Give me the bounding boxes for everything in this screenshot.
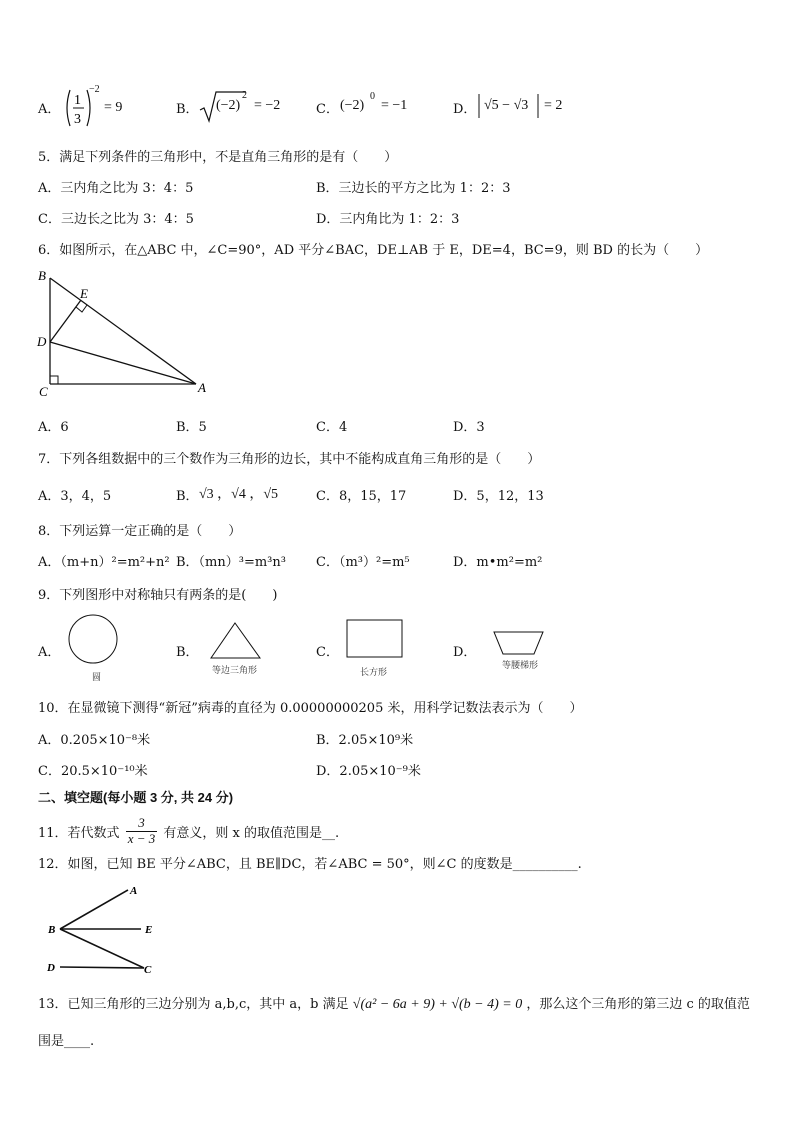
q8-option-a: A．（m+n）²=m²+n²: [38, 555, 170, 570]
q11-denominator: x − 3: [127, 830, 156, 846]
q7-option-a: A．3，4，5: [38, 489, 112, 504]
q6-label-c: C: [39, 384, 48, 399]
q4-a-exponent: −2: [89, 84, 100, 95]
q6-label-a: A: [198, 380, 206, 395]
q5-option-b: B．三边长的平方之比为 1：2：3: [316, 181, 511, 196]
q12-label-d: D: [47, 962, 55, 974]
q6-option-d: D．3: [453, 420, 485, 435]
q10-option-a: A．0.205×10⁻⁸米: [38, 733, 151, 748]
q8-option-d: D．m•m²=m²: [453, 555, 543, 570]
q5-option-a: A．三内角之比为 3：4：5: [38, 181, 194, 196]
q13-line2: 围是____.: [38, 1034, 95, 1049]
q6-label-e: E: [80, 286, 88, 301]
q9-triangle-caption: 等边三角形: [212, 666, 258, 676]
q4-option-c-label: C．: [316, 102, 339, 117]
q9-circle-shape: [66, 614, 122, 664]
q10-option-c: C．20.5×10⁻¹⁰米: [38, 764, 148, 779]
q8-option-b: B．（mn）³=m³n³: [176, 555, 286, 570]
q9-triangle-shape: [208, 620, 264, 662]
q7-option-b-label: B．: [176, 489, 199, 504]
q10-stem: 10．在显微镜下测得“新冠”病毒的直径为 0.00000000205 米，用科学记数法表示为（ ）: [38, 701, 583, 716]
q4-b-exponent: 2: [242, 90, 247, 101]
q9-option-a: A．: [38, 645, 61, 660]
q7-option-b: √3 ，√4 ，√5: [199, 487, 279, 502]
q5-option-c: C．三边长之比为 3：4：5: [38, 212, 194, 227]
q12-label-b: B: [48, 924, 56, 936]
q7-stem: 7．下列各组数据中的三个数作为三角形的边长，其中不能构成直角三角形的是（ ）: [38, 452, 541, 467]
q9-circle-caption: 圆: [92, 673, 102, 683]
q12-stem: 12．如图，已知 BE 平分∠ABC，且 BE∥DC，若∠ABC = 50°，则∠C 的度数是__________.: [38, 857, 582, 872]
q12-angle-figure: [40, 880, 170, 980]
q9-option-b: B．: [176, 645, 199, 660]
q6-option-a: A．6: [38, 420, 69, 435]
q8-stem: 8．下列运算一定正确的是（ ）: [38, 524, 242, 539]
q11-prefix: 11．若代数式: [38, 825, 120, 841]
q4-option-b-label: B．: [176, 102, 199, 117]
q6-triangle-figure: [34, 268, 214, 402]
q4-c-base: (−2): [340, 98, 365, 113]
q6-stem: 6．如图所示，在△ABC 中，∠C=90°，AD 平分∠BAC，DE⊥AB 于 E，DE=4，BC=9，则 BD 的长为（ ）: [38, 243, 709, 258]
q6-option-c: C．4: [316, 420, 348, 435]
svg-text:3: 3: [74, 112, 81, 127]
q4-d-rhs: = 2: [544, 98, 563, 113]
q9-option-c: C．: [316, 645, 339, 660]
q6-option-b: B．5: [176, 420, 207, 435]
q9-trapezoid-caption: 等腰梯形: [502, 661, 539, 671]
q8-option-c: C．（m³）²=m⁵: [316, 555, 410, 570]
q4-d-inner: √5 − √3: [484, 98, 529, 113]
q9-rectangle-shape: [345, 618, 405, 660]
q7-option-d: D．5，12，13: [453, 489, 544, 504]
q4-option-a: [38, 98, 60, 117]
q4-c-exponent: 0: [370, 91, 375, 102]
q4-b-inner: (−2): [216, 98, 241, 113]
q5-stem: 5．满足下列条件的三角形中，不是直角三角形的是有（ ）: [38, 150, 398, 165]
q11-line: [38, 815, 340, 849]
q11-numerator: 3: [126, 816, 158, 832]
q9-stem: 9．下列图形中对称轴只有两条的是( ): [38, 588, 278, 603]
q4-option-d-label: D．: [453, 102, 477, 117]
q10-option-b: B．2.05×10⁹米: [316, 733, 414, 748]
svg-text:1: 1: [74, 93, 81, 108]
q7-option-c: C．8，15，17: [316, 489, 407, 504]
q13-line1: [38, 993, 750, 1013]
q6-label-b: B: [38, 268, 46, 283]
q5-option-d: D．三内角比为 1：2：3: [316, 212, 460, 227]
q10-option-d: D．2.05×10⁻⁹米: [316, 764, 421, 779]
q12-label-e: E: [145, 924, 153, 936]
q4-a-rhs: = 9: [104, 100, 123, 115]
section-heading-fill-in: 二、填空题(每小题 3 分, 共 24 分): [38, 790, 234, 805]
q11-fraction: [126, 816, 158, 847]
q9-trapezoid-shape: [492, 630, 546, 658]
q13-suffix: ，那么这个三角形的第三边 c 的取值范: [526, 997, 750, 1012]
q4-c-rhs: = −1: [381, 98, 408, 113]
q9-rectangle-caption: 长方形: [360, 668, 388, 678]
q13-expression: √(a² − 6a + 9) + √(b − 4) = 0: [352, 997, 523, 1012]
q13-prefix: 13．已知三角形的三边分别为 a,b,c，其中 a，b 满足: [38, 997, 349, 1012]
q11-suffix: 有意义，则 x 的取值范围是__.: [163, 825, 340, 841]
q6-label-d: D: [37, 334, 47, 349]
q9-option-d: D．: [453, 645, 477, 660]
q4-a-label: A．: [38, 102, 61, 117]
q12-label-a: A: [130, 885, 138, 897]
q12-label-c: C: [144, 964, 152, 976]
q4-b-rhs: = −2: [254, 98, 281, 113]
